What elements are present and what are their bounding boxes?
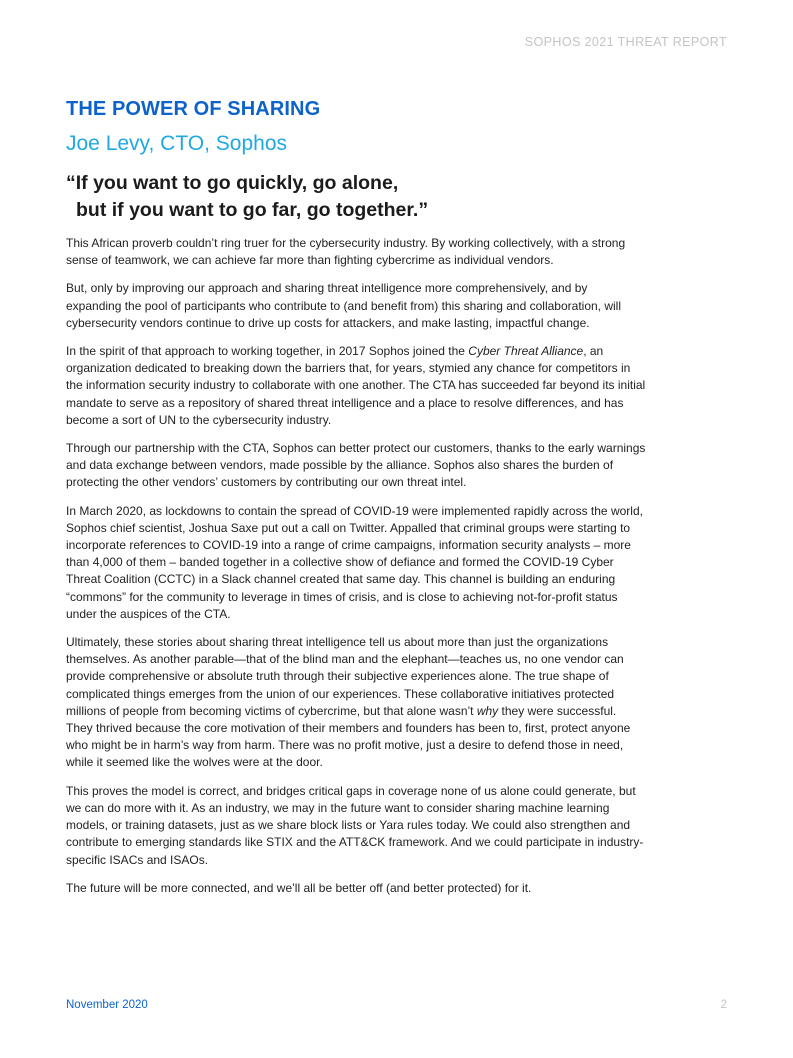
paragraph-6: [66, 634, 646, 772]
paragraph-6-text-start: Ultimately, these stories about sharing threat intelligence tell us about more than just the organizations themselves. As another parable—that of the blind man and the elephant—teaches us, no one vendor can provide comprehensive or absolute truth through their subjective experiences alone. The true shape of complicated things emerges from the union of our experiences. These collaborative initiatives protected millions of people from becoming victims of cybercrime, but that alone wasn’t: [66, 635, 624, 718]
paragraph-2: But, only by improving our approach and sharing threat intelligence more comprehensively, and by expanding the pool of participants who contribute to (and benefit from) this sharing and collaboration, will cybersecurity vendors continue to drive up costs for attackers, and make lasting, impactful change.: [66, 281, 621, 330]
paragraph-4: Through our partnership with the CTA, Sophos can better protect our customers, thanks to the early warnings and data exchange between vendors, made possible by the alliance. Sophos also shares the burden of protecting the other vendors’ customers by contributing our own threat intel.: [66, 441, 646, 490]
running-header: SOPHOS 2021 THREAT REPORT: [524, 35, 727, 49]
page-title: THE POWER OF SHARING: [66, 98, 321, 120]
paragraph-1: This African proverb couldn’t ring truer for the cybersecurity industry. By working collectively, with a strong sense of teamwork, we can achieve far more than fighting cybercrime as individual vendors.: [66, 236, 626, 268]
author-byline: Joe Levy, CTO, Sophos: [66, 132, 288, 155]
paragraph-7: This proves the model is correct, and bridges critical gaps in coverage none of us alone could generate, but we can do more with it. As an industry, we may in the future want to consider sharing machine learning models, or training datasets, just as we share block lists or Yara rules today. We could also strengthen and contribute to emerging standards like STIX and the ATT&CK framework. And we could participate in industry-specific ISACs and ISAOs.: [66, 783, 644, 867]
footer-date: November 2020: [66, 999, 148, 1011]
quote-line-1: “If you want to go quickly, go alone,: [66, 172, 399, 194]
proverb-quote: [66, 170, 428, 224]
page-number: 2: [720, 999, 727, 1011]
paragraph-5: In March 2020, as lockdowns to contain the spread of COVID-19 were implemented rapidly across the world, Sophos chief scientist, Joshua Saxe put out a call on Twitter. Appalled that criminal groups were starting to incorporate references to COVID-19 into a range of crime campaigns, information security analysts – more than 4,000 of them – banded together in a collective show of defiance and formed the COVID-19 Cyber Threat Coalition (CCTC) in a Slack channel created that same day. This channel is building an enduring “commons” for the community to leverage in times of crisis, and is close to achieving not-for-profit status under the auspices of the CTA.: [66, 503, 643, 621]
quote-line-2: but if you want to go far, go together.”: [76, 199, 429, 221]
paragraph-3: [66, 343, 646, 429]
paragraph-6-text-end: they were successful. They thrived because the core motivation of their members and founders has been to, first, protect anyone who might be in harm’s way from harm. There was no profit motive, just a desire to defend those in need, while it seemed like the wolves were at the door.: [66, 703, 631, 770]
paragraph-3-text-end: , an organization dedicated to breaking down the barriers that, for years, stymied any chance for competitors in the information security industry to collaborate with one another. The CTA has succeeded far beyond its initial mandate to serve as a repository of shared threat intelligence and a place to resolve differences, and has become a sort of UN to the cybersecurity industry.: [66, 344, 646, 427]
paragraph-3-text-start: In the spirit of that approach to working together, in 2017 Sophos joined the: [66, 344, 469, 359]
cyber-threat-alliance-emphasis: Cyber Threat Alliance: [468, 344, 584, 359]
article-body: [66, 235, 646, 908]
why-emphasis: why: [476, 703, 499, 718]
paragraph-8: The future will be more connected, and we’ll all be better off (and better protected) for it.: [66, 880, 532, 895]
